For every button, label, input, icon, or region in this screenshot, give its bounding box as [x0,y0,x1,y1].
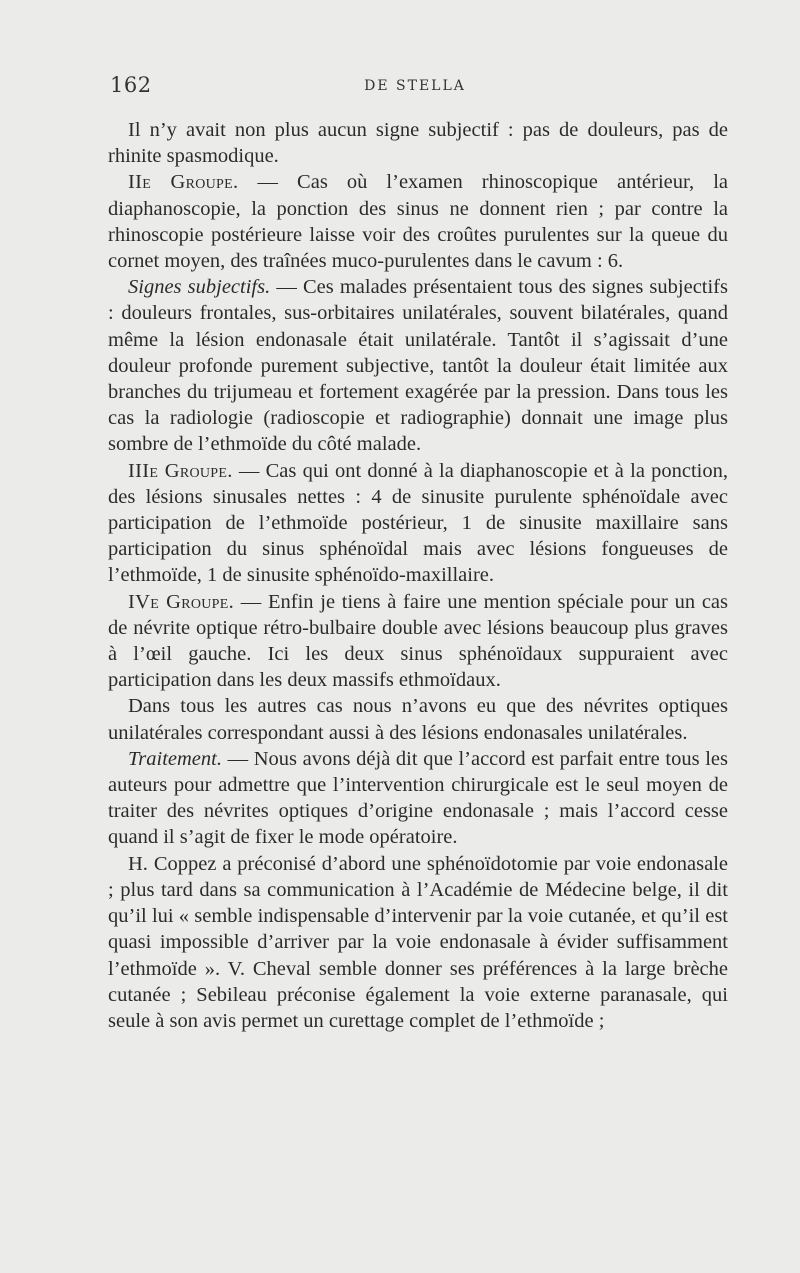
paragraph [108,851,728,1034]
page-number: 162 [110,73,152,97]
paragraph [108,458,728,589]
paragraph-text: — Ces malades présentaient tous des signes subjectifs : douleurs frontales, sus-orbitaires unilatérales, souvent bilatérales, quand même la lésion endonasale était unilatérale. Tantôt il s’agissait d’une douleur profonde purement subjective, tantôt la douleur était limitée aux branches du trijumeau et fortement exagérée par la pression. Dans tous les cas la radiologie (radioscopie et radiographie) donnait une image plus sombre de l’ethmoïde du côté malade. [108,276,728,456]
paragraph [108,693,728,745]
paragraph [108,169,728,274]
group-heading: IIe Groupe. [128,171,239,194]
section-heading: Traitement. [128,747,222,770]
paragraph-text: H. Coppez a préconisé d’abord une sphénoïdotomie par voie endonasale ; plus tard dans sa communication à l’Académie de Médecine belge, il dit qu’il lui « semble indispensable d’intervenir par la voie cutanée, et qu’il est quasi impossible d’arriver par la voie endonasale à évider suffisamment l’ethmoïde ». V. Cheval semble donner ses préférences à la large brèche cutanée ; Sebileau préconise également la voie externe paranasale, qui seule à son avis permet un curettage complet de l’ethmoïde ; [108,852,728,1032]
running-head: DE STELLA [364,78,466,94]
paragraph-text: — Nous avons déjà dit que l’accord est parfait entre tous les auteurs pour admettre que l’intervention chirurgicale est le seul moyen de traiter des névrites optiques d’origine endonasale ; mais l’accord cesse quand il s’agit de fixer le mode opératoire. [108,747,728,849]
paragraph [108,117,728,169]
paragraph-text: — Cas où l’examen rhinoscopique antérieur, la diaphanoscopie, la ponction des sinus ne donnent rien ; par contre la rhinoscopie postérieure laisse voir des croûtes purulentes sur la queue du cornet moyen, des traînées muco-purulentes dans le cavum : 6. [108,171,728,273]
paragraph-text: Il n’y avait non plus aucun signe subjectif : pas de douleurs, pas de rhinite spasmodique. [108,119,728,168]
section-heading: Signes subjectifs. [128,276,271,299]
paragraph [108,274,728,457]
paragraph-text: Dans tous les autres cas nous n’avons eu que des névrites optiques unilatérales correspondant aussi à des lésions endonasales unilatérales. [108,695,728,744]
paragraph [108,589,728,694]
paragraph-text: — Cas qui ont donné à la diaphanoscopie et à la ponction, des lésions sinusales nettes : 4 de sinusite purulente sphénoïdale avec participation de l’ethmoïde postérieur, 1 de sinusite maxillaire sans participation du sinus sphénoïdal mais avec lésions fongueuses de l’ethmoïde, 1 de sinusite sphénoïdo-maxillaire. [108,459,728,587]
paragraph [108,746,728,851]
body-text [108,117,728,1034]
group-heading: IIIe Groupe. [128,459,233,482]
group-heading: IVe Groupe. [128,590,235,613]
paragraph-text: — Enfin je tiens à faire une mention spéciale pour un cas de névrite optique rétro-bulbaire double avec lésions beaucoup plus graves à l’œil gauche. Ici les deux sinus sphénoïdaux suppuraient avec participation dans les deux massifs ethmoïdaux. [108,590,728,692]
